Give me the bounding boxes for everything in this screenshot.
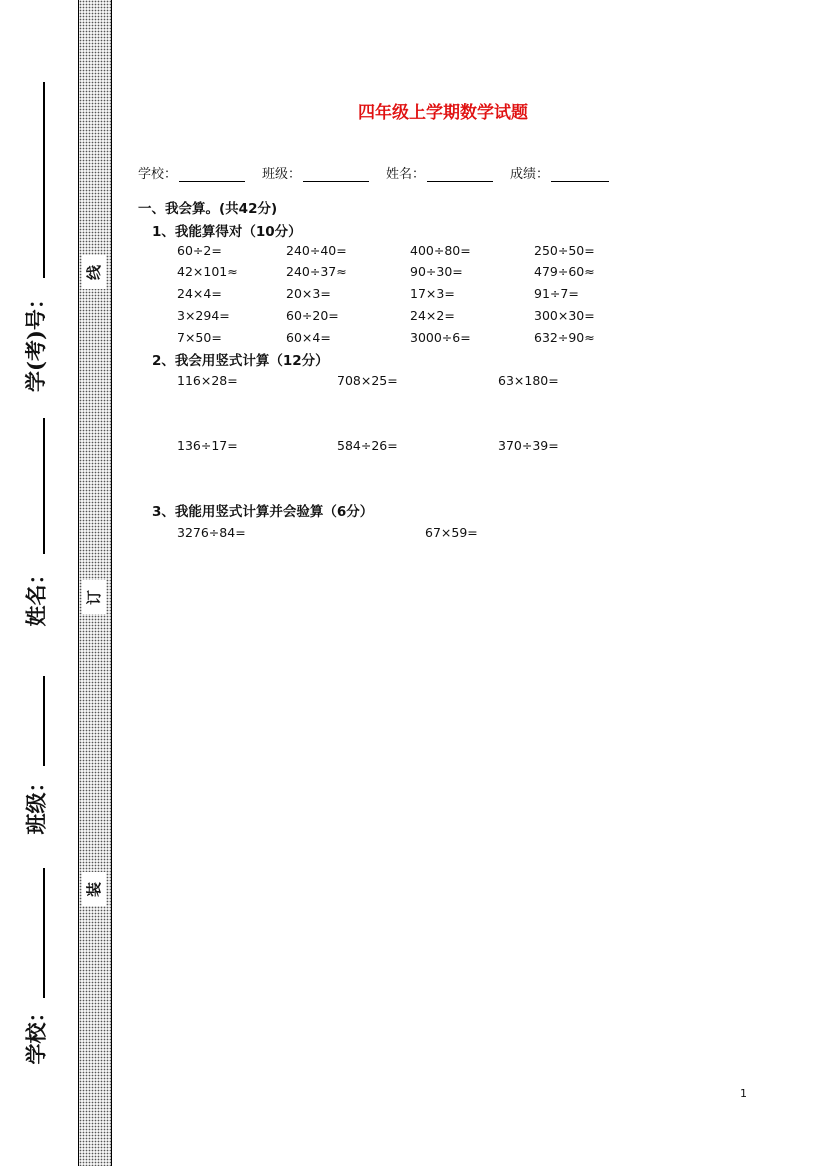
page-number: 1 [740, 1087, 747, 1100]
section1-heading: 一、我会算。(共42分) [138, 201, 278, 217]
part2-problem: 370÷39= [498, 438, 559, 453]
part1-problem: 90÷30= [410, 264, 463, 279]
part1-problem: 60÷20= [286, 308, 339, 323]
part1-heading: 1、我能算得对（10分） [152, 224, 302, 240]
part1-problem: 42×101≈ [177, 264, 238, 279]
class-blank[interactable] [303, 167, 369, 182]
part1-problem: 240÷37≈ [286, 264, 347, 279]
part1-problem: 7×50= [177, 330, 222, 345]
part3-problem: 67×59= [425, 525, 478, 540]
info-school: 学校： [138, 163, 245, 182]
school-blank[interactable] [179, 167, 245, 182]
page-title: 四年级上学期数学试题 [358, 103, 528, 123]
side-label-class: 班级： [23, 771, 48, 835]
part1-problem: 240÷40= [286, 243, 347, 258]
info-name: 姓名： [386, 163, 493, 182]
strip-label-zhuang: 装 [82, 872, 106, 906]
part1-problem: 400÷80= [410, 243, 471, 258]
strip-label-ding: 订 [82, 580, 106, 614]
part2-problem: 708×25= [337, 373, 398, 388]
part1-problem: 91÷7= [534, 286, 579, 301]
side-line-top [43, 82, 45, 278]
part2-problem: 136÷17= [177, 438, 238, 453]
part2-problem: 63×180= [498, 373, 559, 388]
part3-heading: 3、我能用竖式计算并会验算（6分） [152, 504, 374, 520]
part3-problem: 3276÷84= [177, 525, 246, 540]
part1-problem: 250÷50= [534, 243, 595, 258]
side-label-school: 学校： [23, 1001, 48, 1065]
part1-problem: 632÷90≈ [534, 330, 595, 345]
part1-problem: 17×3= [410, 286, 455, 301]
info-score: 成绩： [510, 163, 609, 182]
part1-problem: 60×4= [286, 330, 331, 345]
part1-problem: 20×3= [286, 286, 331, 301]
part1-problem: 3000÷6= [410, 330, 471, 345]
side-label-name: 姓名： [23, 563, 48, 627]
side-label-student-no: 学(考)号： [23, 288, 48, 392]
part2-problem: 584÷26= [337, 438, 398, 453]
part1-problem: 300×30= [534, 308, 595, 323]
part1-problem: 24×4= [177, 286, 222, 301]
part2-heading: 2、我会用竖式计算（12分） [152, 353, 329, 369]
part1-problem: 60÷2= [177, 243, 222, 258]
name-blank[interactable] [427, 167, 493, 182]
score-blank[interactable] [551, 167, 609, 182]
part1-problem: 24×2= [410, 308, 455, 323]
strip-label-xian: 线 [82, 255, 106, 289]
part1-problem: 3×294= [177, 308, 230, 323]
part2-problem: 116×28= [177, 373, 238, 388]
part1-problem: 479÷60≈ [534, 264, 595, 279]
info-class: 班级： [262, 163, 369, 182]
